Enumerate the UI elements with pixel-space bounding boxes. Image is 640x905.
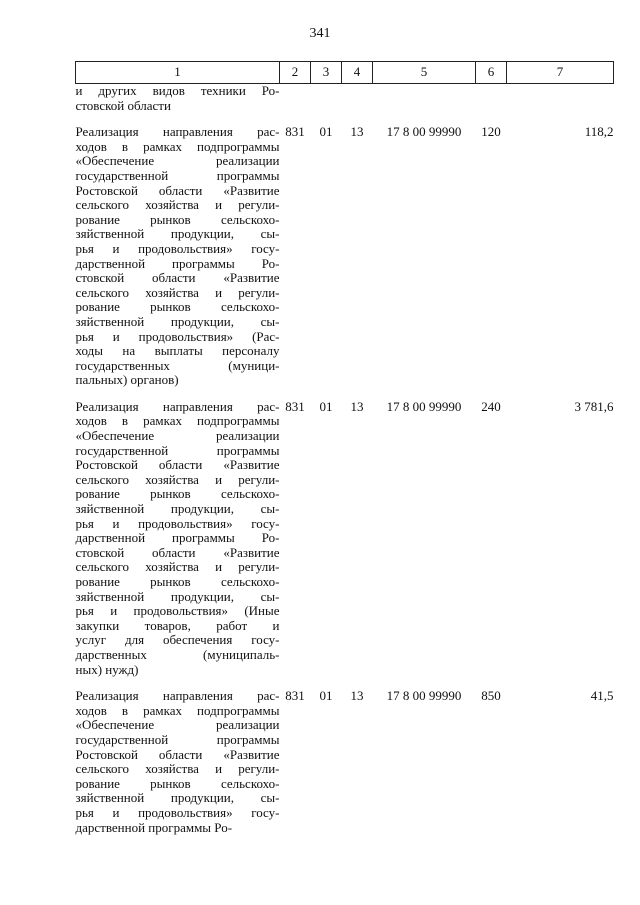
description-line: рья и продовольствия» госу- [75,804,280,820]
cell-subsection [342,84,373,114]
column-header-1: 1 [76,62,280,84]
cell-subsection: 13 [350,398,364,414]
description-line: услуг для обеспечения госу- [75,632,280,648]
description-line: государственной программы [75,442,280,458]
description-line: рование рынков сельскохо- [75,775,280,791]
description-line: сельского хозяйства и регули- [75,761,280,777]
description-line: сельского хозяйства и регули- [75,197,280,213]
budget-table [75,61,614,835]
cell-target-article: 17 8 00 99990 [386,688,462,704]
description-line: государственной программы [75,731,280,747]
cell-section: 01 [319,398,333,414]
cell-amount: 118,2 [584,124,614,140]
description-line: дарственных (муниципаль- [75,646,280,662]
description-line: пальных) органов) [75,372,179,388]
description-line: ходов в рамках подпрограммы [75,702,280,718]
description-line: дарственной программы Ро- [75,819,233,835]
cell-section [311,84,342,114]
description-line: дарственной программы Ро- [75,255,280,271]
column-header-2: 2 [280,62,311,84]
description-line: Ростовской области «Развитие [75,746,280,762]
description-line: рование рынков сельскохо- [75,486,280,502]
cell-expense-type [476,84,507,114]
description-line: и других видов техники Ро- [75,83,280,98]
description-line: зяйственной продукции, сы- [75,790,280,806]
cell-section: 01 [319,688,333,704]
page-number: 341 [309,26,331,41]
description-line: закупки товаров, работ и [75,617,280,633]
description-line: «Обеспечение реализации [75,717,280,733]
cell-amount: 41,5 [590,688,614,704]
column-header-5: 5 [373,62,476,84]
cell-target-article [373,84,476,114]
description-line: рья и продовольствия» (Иные [75,603,280,619]
cell-section: 01 [319,124,333,140]
description-line: государственной программы [75,167,280,183]
description-line: Ростовской области «Развитие [75,182,280,198]
cell-expense-type: 120 [481,124,501,140]
description-line: дарственной программы Ро- [75,530,280,546]
table-row [76,400,614,677]
cell-subsection: 13 [350,124,364,140]
table-row [76,84,614,114]
description-line: «Обеспечение реализации [75,428,280,444]
description-line: сельского хозяйства и регули- [75,284,280,300]
cell-subsection: 13 [350,688,364,704]
column-header-4: 4 [342,62,373,84]
description-line: зяйственной продукции, сы- [75,588,280,604]
description-line: рование рынков сельскохо- [75,299,280,315]
cell-target-article: 17 8 00 99990 [386,398,462,414]
description-line: Ростовской области «Развитие [75,457,280,473]
cell-amount [507,84,614,114]
description-line: рование рынков сельскохо- [75,574,280,589]
description-line: Реализация направления рас- [75,688,280,704]
description-line: рование рынков сельскохо- [75,211,280,227]
description-line: ходов в рамках подпрограммы [75,413,280,429]
description-line: государственных (муници- [75,357,280,373]
description-line: «Обеспечение реализации [75,153,280,169]
description-line: стовской области «Развитие [75,270,280,286]
cell-target-article: 17 8 00 99990 [386,124,462,140]
description-line: рья и продовольствия» (Рас- [75,328,280,344]
cell-ministry-code: 831 [285,398,305,414]
cell-ministry-code: 831 [285,688,305,704]
description-line: сельского хозяйства и регули- [75,559,280,575]
cell-expense-type: 850 [481,688,501,704]
description-line: зяйственной продукции, сы- [75,226,280,242]
cell-expense-type: 240 [481,398,501,414]
cell-description [76,125,280,388]
cell-ministry-code [280,84,311,114]
description-line: ходы на выплаты персоналу [75,343,280,359]
table-row [76,125,614,388]
description-line: стовской области [75,97,171,113]
cell-description [76,400,280,677]
description-line: стовской области «Развитие [75,544,280,560]
cell-description [76,689,280,835]
description-line: сельского хозяйства и регули- [75,471,280,487]
cell-amount: 3 781,6 [574,398,614,414]
cell-ministry-code: 831 [285,124,305,140]
description-line: зяйственной продукции, сы- [75,501,280,517]
description-line: зяйственной продукции, сы- [75,313,280,329]
column-header-7: 7 [507,62,614,84]
description-line: рья и продовольствия» госу- [75,515,280,531]
cell-description [76,84,280,114]
header-row [76,62,614,84]
description-line: ходов в рамках подпрограммы [75,138,280,154]
table-body [76,84,614,836]
description-line: Реализация направления рас- [75,124,280,140]
column-header-6: 6 [476,62,507,84]
table-row [76,689,614,835]
column-header-3: 3 [311,62,342,84]
description-line: Реализация направления рас- [75,398,280,414]
description-line: ных) нужд) [75,661,139,677]
description-line: рья и продовольствия» госу- [75,240,280,256]
